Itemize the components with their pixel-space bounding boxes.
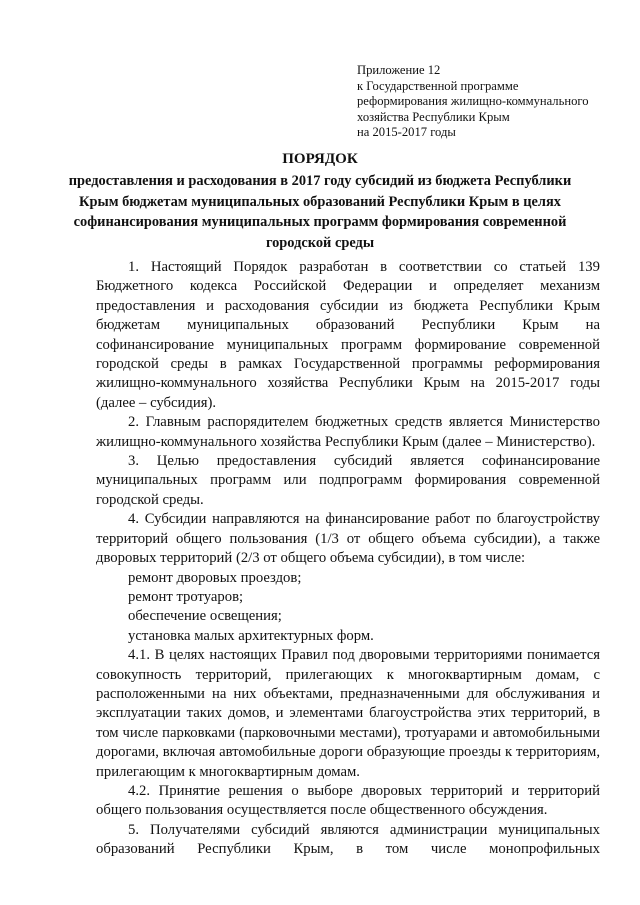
- document-title: ПОРЯДОК: [282, 151, 358, 167]
- paragraph-2: 2. Главным распорядителем бюджетных средств является Министерство жилищно-коммунального хозяйства Республики Крым (далее – Министерство).: [96, 414, 600, 450]
- annex-line: Приложение 12: [357, 63, 441, 77]
- list-item: установка малых архитектурных форм.: [128, 627, 374, 644]
- paragraph-4-1: 4.1. В целях настоящих Правил под дворовыми территориями понимается совокупность территорий, прилегающих к многоквартирным домам, с расположенными на них объектами, предназначенными для обслуживания и эксплуатации таких домов, и элементами благоустройства этих территорий, в том числе парковками (парковочными местами), тротуарами и автомобильными дорогами, включая автомобильные дороги образующие проезды к территориям, прилегающим к многоквартирным домам.: [96, 647, 600, 780]
- list-item: обеспечение освещения;: [128, 608, 282, 625]
- paragraph-5: 5. Получателями субсидий являются администрации муниципальных образований Республики Крым, в том числе монопрофильных: [96, 821, 600, 858]
- annex-line: на 2015-2017 годы: [357, 125, 456, 140]
- document-body: [96, 258, 600, 860]
- document-subtitle: предоставления и расходования в 2017 году субсидий из бюджета Республики Крым бюджетам муниципальных образований Республики Крым в целях софинансирования муниципальных программ формирования современной городской среды: [68, 173, 572, 251]
- list-item: ремонт дворовых проездов;: [128, 569, 302, 586]
- paragraph-4-2: 4.2. Принятие решения о выборе дворовых территорий и территорий общего пользования осуществляется после общественного обсуждения.: [96, 782, 600, 819]
- paragraph-3: 3. Целью предоставления субсидий является софинансирование муниципальных программ или подпрограмм формирования современной городской среды.: [96, 453, 600, 508]
- document-title-block: [60, 0, 580, 253]
- annex-line: к Государственной программе: [357, 78, 519, 93]
- paragraph-1: 1. Настоящий Порядок разработан в соответствии со статьей 139 Бюджетного кодекса Российской Федерации и определяет механизм предоставления и расходования субсидии из бюджета Республики Крым бюджетам муниципальных образований Республики Крым на софинансирование муниципальных программ формирование современной городской среды в рамках Государственной программы реформирования жилищно-коммунального хозяйства Республики Крым на 2015-2017 годы (далее – субсидия).: [96, 259, 600, 411]
- annex-line: реформирования жилищно-коммунального: [357, 94, 589, 109]
- paragraph-4: 4. Субсидии направляются на финансирование работ по благоустройству территорий общего пользования (1/3 от общего объема субсидии), а также дворовых территорий (2/3 от общего объема субсидии), в том числе:: [96, 511, 600, 567]
- annex-line: хозяйства Республики Крым: [357, 109, 510, 124]
- list-item: ремонт тротуаров;: [128, 588, 244, 605]
